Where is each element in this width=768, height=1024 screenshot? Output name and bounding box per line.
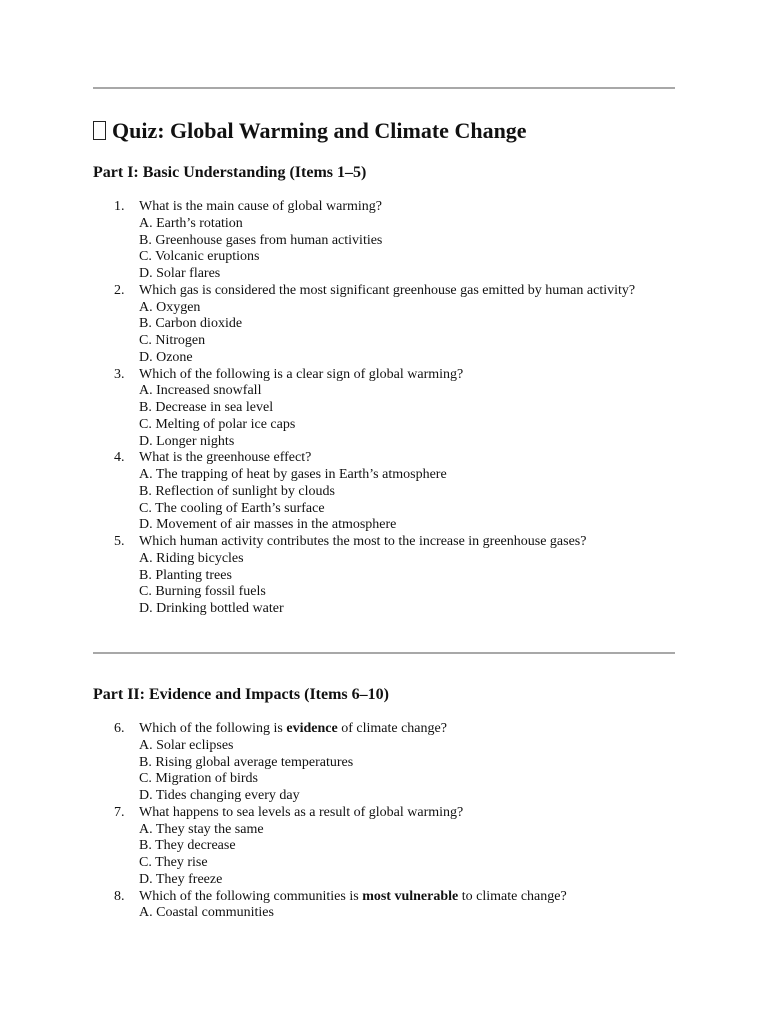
option-c: C. Migration of birds [139, 771, 258, 787]
option-a: A. The trapping of heat by gases in Earth’s atmosphere [139, 467, 447, 482]
option-a: A. Earth’s rotation [139, 215, 243, 231]
option-d: D. Drinking bottled water [139, 601, 284, 616]
question-text [139, 889, 675, 906]
option-b: B. Carbon dioxide [139, 316, 243, 332]
part1-heading: Part I: Basic Understanding (Items 1–5) [93, 164, 367, 181]
option-a: A. Solar eclipses [139, 737, 234, 753]
question-number: 7. [114, 804, 125, 820]
part1-question-list [93, 199, 675, 618]
question-text: What is the main cause of global warming? [139, 199, 382, 214]
question-number: 2. [114, 282, 125, 298]
option-a: A. Riding bicycles [139, 550, 244, 566]
question-number: 3. [114, 366, 125, 382]
option-a: A. Coastal communities [139, 905, 274, 921]
option-c: C. Nitrogen [139, 333, 206, 348]
option-a: A. Oxygen [139, 299, 201, 315]
part2-heading: Part II: Evidence and Impacts (Items 6–10) [93, 686, 389, 703]
option-d: D. Tides changing every day [139, 788, 300, 803]
option-a: A. They stay the same [139, 821, 264, 837]
option-c: C. Burning fossil fuels [139, 584, 266, 600]
question-3 [93, 367, 675, 451]
option-a: A. Increased snowfall [139, 383, 262, 399]
option-b: B. Rising global average temperatures [139, 754, 354, 770]
question-number: 1. [114, 199, 125, 214]
question-emphasis: evidence [286, 721, 338, 736]
question-text: Which gas is considered the most significant greenhouse gas emitted by human activity? [139, 282, 636, 298]
option-d: D. Movement of air masses in the atmosphere [139, 517, 397, 533]
option-b: B. Decrease in sea level [139, 400, 274, 415]
question-text-part: to climate change? [458, 888, 567, 904]
top-divider [93, 87, 675, 89]
page-title-text: Quiz: Global Warming and Climate Change [112, 118, 527, 143]
missing-glyph-icon [93, 121, 106, 140]
option-c: C. Volcanic eruptions [139, 249, 260, 265]
question-5 [93, 534, 675, 618]
option-b: B. Greenhouse gases from human activities [139, 232, 383, 248]
option-d: D. Longer nights [139, 433, 235, 449]
question-text-part: of climate change? [337, 721, 447, 736]
option-d: D. Solar flares [139, 266, 221, 281]
option-c: C. Melting of polar ice caps [139, 416, 296, 432]
section-divider [93, 652, 675, 654]
question-1 [93, 199, 675, 283]
question-8 [93, 889, 675, 923]
part2-question-list [93, 721, 675, 922]
question-number: 5. [114, 534, 125, 549]
question-text-part: Which of the following is [139, 721, 287, 736]
page-title [93, 118, 527, 144]
option-b: B. They decrease [139, 838, 236, 854]
option-d: D. They freeze [139, 871, 223, 887]
question-number: 8. [114, 888, 125, 904]
question-text: What is the greenhouse effect? [139, 450, 312, 466]
question-7 [93, 805, 675, 889]
question-text: Which human activity contributes the most to the increase in greenhouse gases? [139, 534, 587, 549]
option-c: C. They rise [139, 855, 208, 870]
question-number: 6. [114, 721, 125, 736]
question-2 [93, 283, 675, 367]
question-number: 4. [114, 450, 125, 466]
option-d: D. Ozone [139, 349, 193, 365]
question-emphasis: most vulnerable [362, 888, 459, 904]
option-c: C. The cooling of Earth’s surface [139, 500, 325, 516]
question-text: What happens to sea levels as a result of global warming? [139, 804, 464, 820]
question-text: Which of the following is a clear sign of global warming? [139, 366, 464, 382]
option-b: B. Planting trees [139, 567, 232, 583]
question-text [139, 721, 675, 738]
option-b: B. Reflection of sunlight by clouds [139, 483, 335, 499]
question-4 [93, 450, 675, 534]
question-6 [93, 721, 675, 805]
question-text-part: Which of the following communities is [139, 888, 363, 904]
